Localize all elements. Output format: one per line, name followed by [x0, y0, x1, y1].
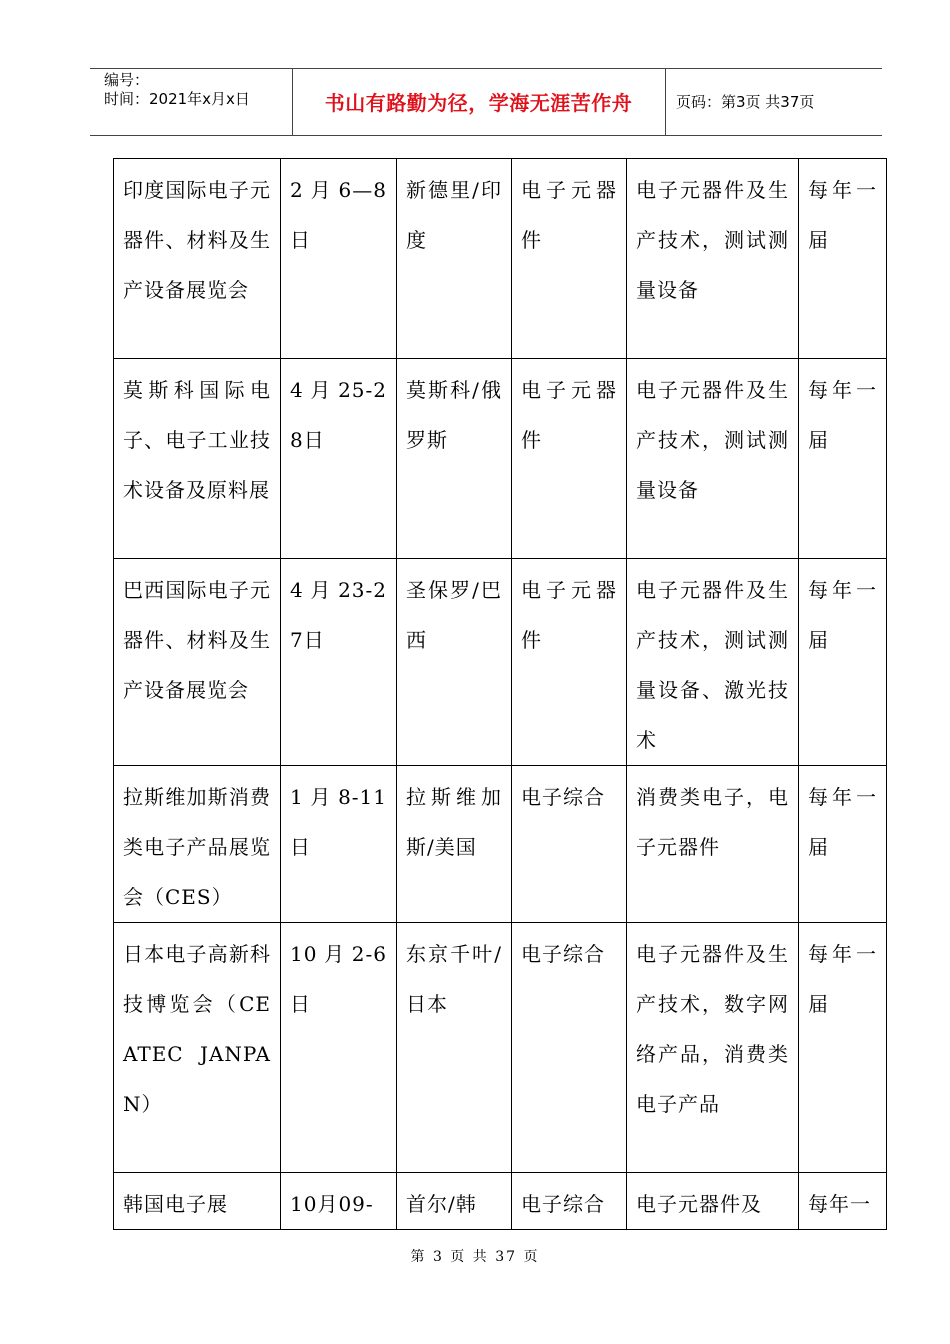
table-row: [114, 766, 887, 923]
table-row: [114, 559, 887, 766]
exhibition-category-cell: 电子综合: [512, 766, 627, 923]
exhibition-category-cell: 电子元器件: [512, 359, 627, 559]
exhibition-name-cell: 印度国际电子元器件、材料及生产设备展览会: [114, 159, 281, 359]
exhibition-location-cell: 拉斯维加斯/美国: [397, 766, 512, 923]
header-motto: 书山有路勤为径，学海无涯苦作舟: [324, 91, 633, 115]
exhibition-date-cell: 10月2-6日: [281, 923, 397, 1173]
exhibition-location-cell: 东京千叶/日本: [397, 923, 512, 1173]
document-number-label: 编号：: [104, 71, 150, 89]
exhibition-name-cell: 巴西国际电子元器件、材料及生产设备展览会: [114, 559, 281, 766]
exhibition-name-cell: 韩国电子展: [114, 1173, 281, 1230]
exhibition-location-cell: 圣保罗/巴西: [397, 559, 512, 766]
exhibition-scope-cell: 电子元器件及生产技术，测试测量设备: [627, 359, 799, 559]
exhibition-date-cell: 4月25-28日: [281, 359, 397, 559]
exhibition-date-cell: 4月23-27日: [281, 559, 397, 766]
exhibition-date-cell: 2月6—8日: [281, 159, 397, 359]
document-time-label: 时间：2021年x月x日: [104, 90, 250, 108]
exhibition-category-cell: 电子元器件: [512, 559, 627, 766]
exhibition-location-cell: 首尔/韩: [397, 1173, 512, 1230]
table-row: [114, 359, 887, 559]
exhibition-frequency-cell: 每年一届: [799, 766, 887, 923]
exhibition-category-cell: 电子综合: [512, 1173, 627, 1230]
exhibition-category-cell: 电子元器件: [512, 159, 627, 359]
exhibition-scope-cell: 电子元器件及生产技术，测试测量设备: [627, 159, 799, 359]
exhibition-name-cell: 日本电子高新科技博览会（CEATEC JANPAN）: [114, 923, 281, 1173]
page-footer: 第 3 页 共 37 页: [410, 1249, 540, 1265]
exhibition-scope-cell: 电子元器件及: [627, 1173, 799, 1230]
exhibition-frequency-cell: 每年一: [799, 1173, 887, 1230]
header-meta: [104, 71, 250, 109]
exhibition-frequency-cell: 每年一届: [799, 359, 887, 559]
exhibition-date-cell: 1月8-11日: [281, 766, 397, 923]
exhibition-name-cell: 拉斯维加斯消费类电子产品展览会（CES）: [114, 766, 281, 923]
table-row: [114, 159, 887, 359]
table-row: [114, 1173, 887, 1230]
header-page-number: 页码：第3页 共37页: [676, 93, 815, 111]
exhibition-frequency-cell: 每年一届: [799, 559, 887, 766]
exhibition-date-cell: 10月09-: [281, 1173, 397, 1230]
exhibition-scope-cell: 电子元器件及生产技术，数字网络产品，消费类电子产品: [627, 923, 799, 1173]
exhibition-scope-cell: 消费类电子，电子元器件: [627, 766, 799, 923]
exhibition-location-cell: 新德里/印度: [397, 159, 512, 359]
header-bottom-rule: [90, 135, 882, 136]
exhibition-table: [113, 158, 887, 1230]
header-divider: [665, 68, 666, 135]
exhibition-frequency-cell: 每年一届: [799, 923, 887, 1173]
exhibition-name-cell: 莫斯科国际电子、电子工业技术设备及原料展: [114, 359, 281, 559]
exhibition-frequency-cell: 每年一届: [799, 159, 887, 359]
table-row: [114, 923, 887, 1173]
exhibition-location-cell: 莫斯科/俄罗斯: [397, 359, 512, 559]
exhibition-category-cell: 电子综合: [512, 923, 627, 1173]
exhibition-scope-cell: 电子元器件及生产技术，测试测量设备、激光技术: [627, 559, 799, 766]
